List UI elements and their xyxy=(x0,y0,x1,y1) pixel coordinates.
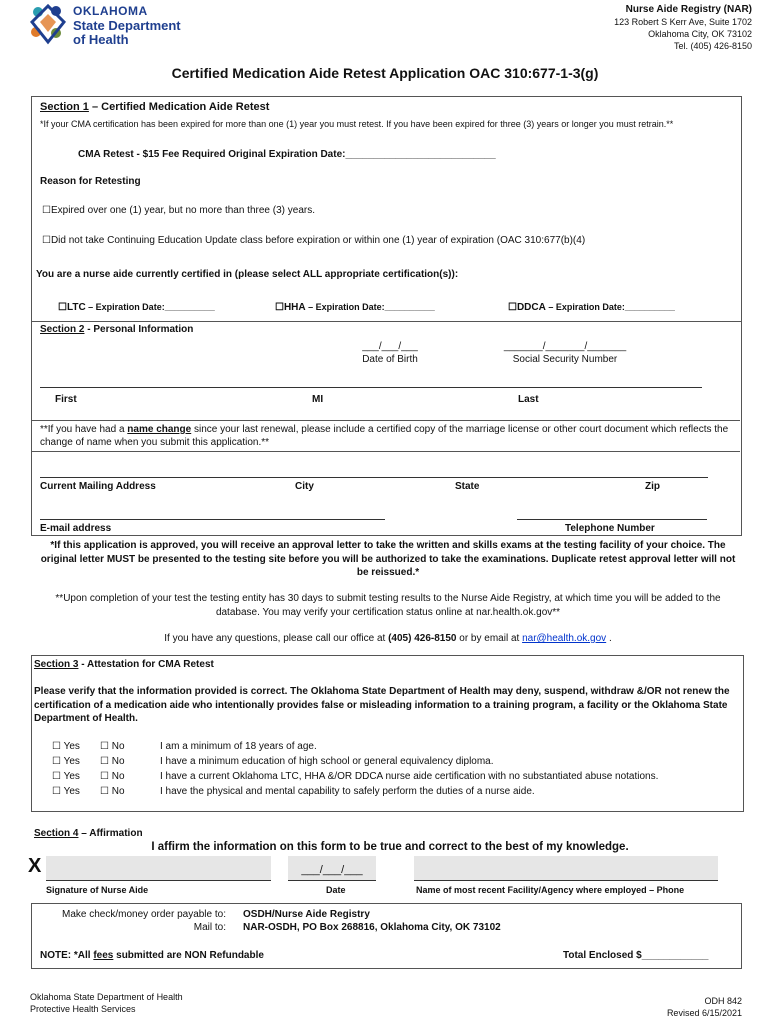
attestation-statement: I have a minimum education of high school or general equivalency diploma. xyxy=(160,756,494,767)
attestation-list xyxy=(52,739,742,799)
agency-logo xyxy=(26,2,186,46)
ssn-label: Social Security Number xyxy=(512,354,618,365)
date-input[interactable] xyxy=(288,856,376,881)
section1-number: Section 1 xyxy=(40,101,89,113)
attestation-row xyxy=(52,739,742,754)
signature-input[interactable] xyxy=(46,856,271,881)
email-link[interactable]: nar@health.ok.gov xyxy=(522,633,607,644)
state-label: State xyxy=(455,481,480,492)
note-post: submitted are NON Refundable xyxy=(113,950,264,961)
cert-ltc-label: ☐LTC xyxy=(58,302,86,313)
email-label: E-mail address xyxy=(40,523,112,534)
cert-ddca-label: ☐DDCA xyxy=(508,302,546,313)
name-note-post: since your last renewal, please include a certified copy of the marriage license or other court document which reflects the change of name when you submit this application.** xyxy=(40,424,729,448)
mail-label: Mail to: xyxy=(193,922,226,933)
form-number: ODH 842 xyxy=(704,996,742,1006)
registry-name: Nurse Aide Registry (NAR) xyxy=(625,4,752,15)
name-note-pre: **If you have had a xyxy=(40,424,128,435)
attestation-row xyxy=(52,769,742,784)
section1-title: – Certified Medication Aide Retest xyxy=(88,101,270,113)
yes-checkbox[interactable]: ☐ Yes xyxy=(52,786,80,797)
zip-label: Zip xyxy=(645,481,660,492)
name-change-note xyxy=(40,423,730,449)
cert-ltc-exp: – Expiration Date:__________ xyxy=(85,302,215,312)
page-title: Certified Medication Aide Retest Application OAC 310:677-1-3(g) xyxy=(171,65,599,81)
yes-checkbox[interactable]: ☐ Yes xyxy=(52,756,80,767)
name-note-emphasis: name change xyxy=(127,424,192,435)
dob-blank: ___/___/___ xyxy=(362,341,418,352)
section2-heading xyxy=(40,324,193,335)
note-pre: NOTE: *All xyxy=(40,950,94,961)
non-refundable-note xyxy=(40,950,264,961)
facility-input[interactable] xyxy=(414,856,718,881)
no-checkbox[interactable]: ☐ No xyxy=(100,756,125,767)
attestation-statement: I have the physical and mental capability to safely perform the duties of a nurse aide. xyxy=(160,786,535,797)
no-checkbox[interactable]: ☐ No xyxy=(100,786,125,797)
signature-label: Signature of Nurse Aide xyxy=(46,885,149,895)
cert-ddca-checkbox[interactable] xyxy=(508,302,675,313)
mail-value: NAR-OSDH, PO Box 268816, Oklahoma City, OK 73102 xyxy=(243,922,501,933)
logo-mark-icon xyxy=(26,2,70,46)
section4-title: – Affirmation xyxy=(78,828,143,839)
questions-mid: or by email at xyxy=(456,633,523,644)
email-input[interactable] xyxy=(40,519,385,520)
last-name-label: Last xyxy=(518,394,539,405)
section4-number: Section 4 xyxy=(34,828,79,839)
signature-x-mark: X xyxy=(28,855,42,877)
section1-note: *If your CMA certification has been expired for more than one (1) year you must retest. If you have been expired for three (3) years or longer you must retrain.** xyxy=(40,119,674,129)
cert-hha-exp: – Expiration Date:__________ xyxy=(305,302,435,312)
questions-line xyxy=(36,633,740,644)
telephone-label: Telephone Number xyxy=(565,523,655,534)
section3-title: - Attestation for CMA Retest xyxy=(78,659,214,670)
section2-number: Section 2 xyxy=(40,324,85,335)
section1-heading xyxy=(40,101,269,113)
section3-heading xyxy=(34,659,214,670)
questions-end: . xyxy=(606,633,612,644)
revised-date: Revised 6/15/2021 xyxy=(666,1008,742,1018)
facility-label: Name of most recent Facility/Agency where employed – Phone xyxy=(416,885,685,895)
questions-pre: If you have any questions, please call our office at xyxy=(164,633,389,644)
reason-label: Reason for Retesting xyxy=(40,176,141,187)
ssn-field[interactable] xyxy=(490,340,640,366)
ssn-blank: _______/_______/_______ xyxy=(503,341,627,352)
registry-address2: Oklahoma City, OK 73102 xyxy=(648,29,752,39)
section2-title: - Personal Information xyxy=(84,324,194,335)
footer-org xyxy=(30,991,183,1015)
payable-label: Make check/money order payable to: xyxy=(62,909,226,920)
mailing-address-input[interactable] xyxy=(40,477,708,478)
completion-note: **Upon completion of your test the testing entity has 30 days to submit testing results to the Nurse Aide Registry, at which time you will be added to the database. You may verify your certification status online at nar.health.ok.gov** xyxy=(55,593,721,618)
total-enclosed-field[interactable]: Total Enclosed $____________ xyxy=(563,950,709,961)
cert-hha-checkbox[interactable] xyxy=(275,302,435,313)
cert-ddca-exp: – Expiration Date:__________ xyxy=(545,302,675,312)
office-phone: (405) 426-8150 xyxy=(388,633,457,644)
affirmation-text: I affirm the information on this form to be true and correct to the best of my knowledge. xyxy=(151,841,629,853)
footer-org1: Oklahoma State Department of Health xyxy=(30,992,183,1002)
reason-no-ceu-checkbox[interactable]: ☐Did not take Continuing Education Update class before expiration or within one (1) year of expiration (OAC 310:677(b)(4) xyxy=(42,235,586,246)
footer-form-info xyxy=(592,995,742,1019)
dob-label: Date of Birth xyxy=(362,354,418,365)
registry-phone: Tel. (405) 426-8150 xyxy=(673,41,752,51)
approval-note: *If this application is approved, you will receive an approval letter to take the written and skills exams at the testing facility of your choice. The original letter MUST be presented to the testing site before you will be authorized to take the examinations. Duplicate retest approval letter will not be reissued.* xyxy=(40,540,736,578)
section4-heading xyxy=(34,828,143,839)
yes-checkbox[interactable]: ☐ Yes xyxy=(52,741,80,752)
mailing-address-label: Current Mailing Address xyxy=(40,481,156,492)
telephone-input[interactable] xyxy=(517,519,707,520)
date-label: Date xyxy=(326,885,346,895)
no-checkbox[interactable]: ☐ No xyxy=(100,741,125,752)
footer-org2: Protective Health Services xyxy=(30,1004,136,1014)
middle-initial-label: MI xyxy=(312,394,324,405)
attestation-row xyxy=(52,784,742,799)
section3-number: Section 3 xyxy=(34,659,79,670)
attestation-row xyxy=(52,754,742,769)
fee-expiration-line[interactable]: CMA Retest - $15 Fee Required Original Expiration Date:___________________________ xyxy=(78,149,496,160)
full-name-input[interactable] xyxy=(40,387,702,388)
yes-checkbox[interactable]: ☐ Yes xyxy=(52,771,80,782)
payable-value: OSDH/Nurse Aide Registry xyxy=(243,909,370,920)
logo-line1: OKLAHOMA xyxy=(73,4,148,18)
attestation-statement: I have a current Oklahoma LTC, HHA &/OR DDCA nurse aide certification with no substantiated abuse notations. xyxy=(160,771,659,782)
date-blank: ___/___/___ xyxy=(301,864,363,876)
note-fees: fees xyxy=(93,950,114,961)
registry-contact xyxy=(492,4,752,52)
verify-text: Please verify that the information provided is correct. The Oklahoma State Department of Health may deny, suspend, withdraw &/OR not renew the certification of a medication aide who intentionally provides false or misleading information to a training program, a facility or the Oklahoma State Department of Health. xyxy=(34,686,730,724)
logo-line2: State Department xyxy=(73,18,181,33)
logo-line3: of Health xyxy=(73,32,129,47)
cert-hha-label: ☐HHA xyxy=(275,302,306,313)
city-label: City xyxy=(295,481,314,492)
reason-expired-checkbox[interactable]: ☐Expired over one (1) year, but no more than three (3) years. xyxy=(42,205,315,216)
cert-ltc-checkbox[interactable] xyxy=(58,302,215,313)
certified-prompt: You are a nurse aide currently certified in (please select ALL appropriate certification(s)): xyxy=(36,269,459,280)
dob-field[interactable] xyxy=(340,340,440,366)
no-checkbox[interactable]: ☐ No xyxy=(100,771,125,782)
registry-address1: 123 Robert S Kerr Ave, Suite 1702 xyxy=(614,17,752,27)
first-name-label: First xyxy=(55,394,77,405)
attestation-statement: I am a minimum of 18 years of age. xyxy=(160,741,317,752)
